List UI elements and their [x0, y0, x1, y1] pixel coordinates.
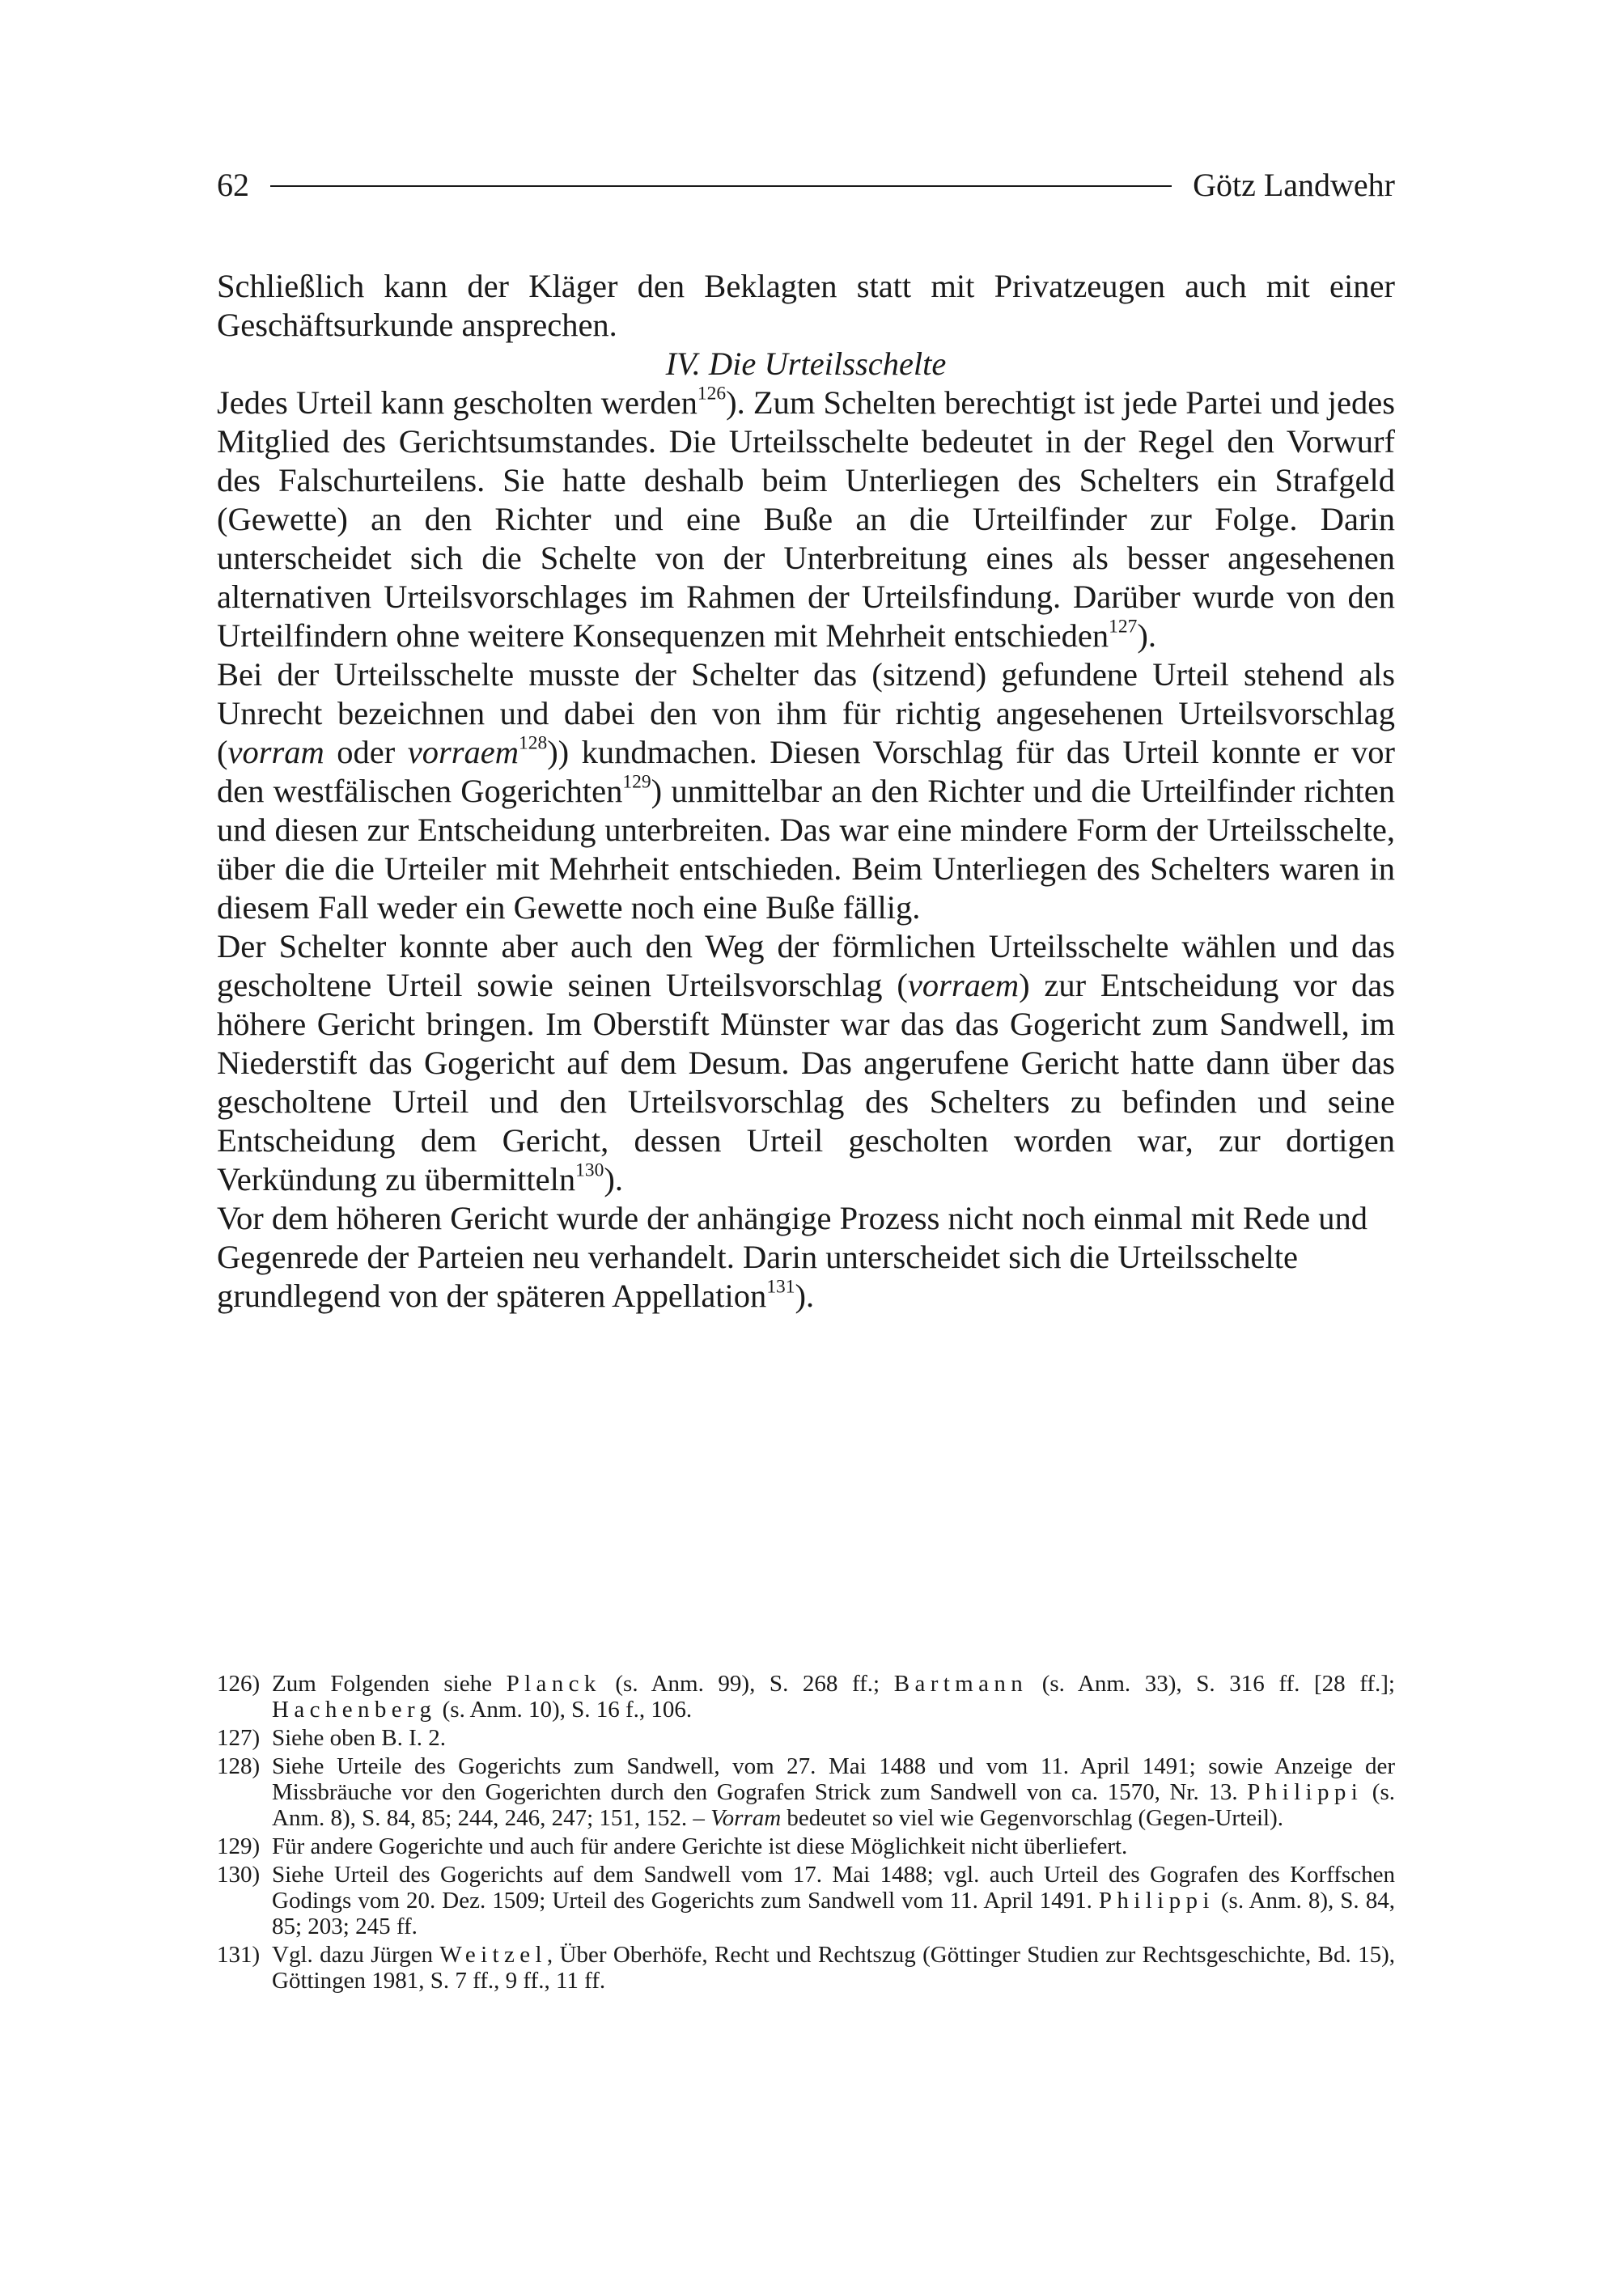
paragraph-4: Vor dem höheren Gericht wurde der anhängige Prozess nicht noch einmal mit Rede und Gegenrede der Parteien neu verhandelt. Darin unterscheidet sich die Urteilsschelte grundlegend von der späteren Appellation$^{131}$).	[217, 1200, 1367, 1314]
section-title: IV. Die Urteilsschelte	[665, 345, 947, 382]
body-text	[217, 267, 1395, 1316]
header-author: Götz Landwehr	[1193, 166, 1395, 203]
paragraph-2: Bei der Urteilsschelte musste der Schelter das (sitzend) gefundene Urteil stehend als Unrecht bezeichnen und dabei den von ihm für richtig angesehenen Urteilsvorschlag (vorram oder vorraem$^{128}$)) kundmachen. Diesen Vorschlag für das Urteil konnte er vor den westfälischen Gogerichten$^{129}$) unmittelbar an den Richter und die Urteilfinder richten und diesen zur Entscheidung unterbreiten. Das war eine mindere Form der Urteilsschelte, über die die Urteiler mit Mehrheit entschieden. Beim Unterliegen des Schelters waren in diesem Fall weder ein Gewette noch eine Buße fällig.	[217, 656, 1396, 926]
paragraph-1: Jedes Urteil kann gescholten werden$^{126}$). Zum Schelten berechtigt ist jede Partei und jedes Mitglied des Gerichtsumstandes. Die Urteilsschelte bedeutet in der Regel den Vorwurf des Falschurteilens. Sie hatte deshalb beim Unterliegen des Schelters ein Strafgeld (Gewette) an den Richter und eine Buße an die Urteilfinder zur Folge. Darin unterscheidet sich die Schelte von der Unterbreitung eines als besser angesehenen alternativen Urteilsvorschlages im Rahmen der Urteilsfindung. Darüber wurde von den Urteilfindern ohne weitere Konsequenzen mit Mehrheit entschieden$^{127}$).	[217, 383, 1395, 654]
intro-paragraph: Schließlich kann der Kläger den Beklagten statt mit Privatzeugen auch mit einer Geschäftsurkunde ansprechen.	[217, 268, 1395, 343]
paragraph-3: Der Schelter konnte aber auch den Weg der förmlichen Urteilsschelte wählen und das gescholtene Urteil sowie seinen Urteilsvorschlag (vorraem) zur Entscheidung vor das höhere Gericht bringen. Im Oberstift Münster war das das Gogericht zum Sandwell, im Niederstift das Gogericht auf dem Desum. Das angerufene Gericht hatte dann über das gescholtene Urteil und den Urteilsvorschlag des Schelters zu befinden und seine Entscheidung dem Gericht, dessen Urteil gescholten worden war, zur dortigen Verkündung zu übermitteln$^{130}$).	[217, 928, 1395, 1197]
footnote-127: 127) Siehe oben B. I. 2.	[217, 1725, 447, 1751]
footnote-128: 128) Siehe Urteile des Gogerichts zum Sandwell, vom 27. Mai 1488 und vom 11. April 1491; sowie Anzeige der Missbräuche vor den Gogerichten durch den Gografen Strick zum Sandwell von ca. 1570, Nr. 13. Philippi (s. Anm. 8), S. 84, 85; 244, 246, 247; 151, 152. – Vorram bedeutet so viel wie Gegenvorschlag (Gegen-Urteil).	[217, 1753, 1395, 1831]
page-number: 62	[217, 166, 249, 203]
header-rule	[270, 185, 1172, 187]
footnote-ref-129[interactable]: 129	[622, 771, 651, 793]
footnote-126: 126) Zum Folgenden siehe Planck (s. Anm. 99), S. 268 ff.; Bartmann (s. Anm. 33), S. 316 ff. [28 ff.]; Hachenberg (s. Anm. 10), S. 16 f., 106.	[217, 1671, 1395, 1723]
footnote-ref-126[interactable]: 126	[697, 383, 727, 405]
running-header	[217, 160, 1395, 209]
footnote-ref-130[interactable]: 130	[575, 1159, 604, 1181]
footnote-ref-127[interactable]: 127	[1109, 616, 1138, 638]
footnote-ref-128[interactable]: 128	[518, 732, 548, 754]
footnotes	[217, 1671, 1395, 1996]
footnote-ref-131[interactable]: 131	[766, 1276, 795, 1298]
footnote-129: 129) Für andere Gogerichte und auch für andere Gerichte ist diese Möglichkeit nicht überliefert.	[217, 1833, 1128, 1859]
footnote-131: 131) Vgl. dazu Jürgen Weitzel, Über Oberhöfe, Recht und Rechtszug (Göttinger Studien zur Rechtsgeschichte, Bd. 15), Göttingen 1981, S. 7 ff., 9 ff., 11 ff.	[217, 1942, 1395, 1994]
footnote-130: 130) Siehe Urteil des Gogerichts auf dem Sandwell vom 17. Mai 1488; vgl. auch Urteil des Gografen des Korffschen Godings vom 20. Dez. 1509; Urteil des Gogerichts zum Sandwell vom 11. April 1491. Philippi (s. Anm. 8), S. 84, 85; 203; 245 ff.	[217, 1862, 1395, 1939]
